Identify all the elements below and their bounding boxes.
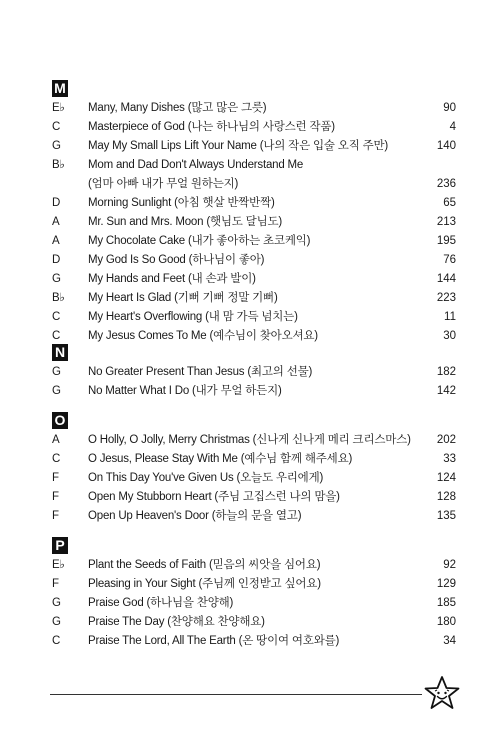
index-row[interactable] [52, 382, 456, 401]
index-row[interactable] [52, 488, 456, 507]
song-title: O Jesus, Please Stay With Me (예수님 함께 해주세요) [88, 453, 353, 465]
index-row[interactable] [52, 556, 456, 575]
page-number: 33 [443, 453, 456, 465]
page-number: 30 [443, 330, 456, 342]
section-letter: N [52, 344, 68, 361]
song-title: My Hands and Feet (내 손과 발이) [88, 273, 256, 285]
index-row[interactable] [52, 232, 456, 251]
key-signature: C [52, 311, 61, 323]
section-rows [52, 363, 456, 401]
page-number: 236 [436, 178, 456, 190]
key-signature: D [52, 254, 61, 266]
star-face-icon [422, 674, 462, 714]
page-number: 76 [443, 254, 456, 266]
section-p [52, 537, 456, 651]
page-number: 92 [443, 559, 456, 571]
song-title: No Matter What I Do (내가 무얼 하든지) [88, 385, 282, 397]
index-row[interactable] [52, 251, 456, 270]
key-signature: G [52, 616, 61, 628]
key-signature: G [52, 385, 61, 397]
song-title: Praise The Lord, All The Earth (온 땅이여 여호와를) [88, 635, 340, 647]
section-letter: O [52, 412, 68, 429]
index-row[interactable] [52, 613, 456, 632]
key-signature: G [52, 140, 61, 152]
key-signature: B♭ [52, 159, 65, 171]
page-number: 90 [443, 102, 456, 114]
page-number: 202 [436, 434, 456, 446]
song-title: O Holly, O Jolly, Merry Christmas (신나게 신나게 메리 크리스마스) [88, 434, 411, 446]
key-signature: F [52, 472, 59, 484]
song-title: Masterpiece of God (나는 하나님의 사랑스런 작품) [88, 121, 335, 133]
section-rows [52, 431, 456, 526]
section-letter: P [52, 537, 68, 554]
index-row[interactable] [52, 431, 456, 450]
page-number: 11 [444, 311, 456, 323]
page-number: 128 [436, 491, 456, 503]
index-row[interactable] [52, 118, 456, 137]
song-title: My Heart's Overflowing (내 맘 가득 넘치는) [88, 311, 298, 323]
page-number: 142 [436, 385, 456, 397]
page-number: 65 [443, 197, 456, 209]
song-title: My God Is So Good (하나님이 좋아) [88, 254, 265, 266]
key-signature: F [52, 510, 59, 522]
song-title: My Jesus Comes To Me (예수님이 찾아오셔요) [88, 330, 318, 342]
key-signature: F [52, 578, 59, 590]
footer-divider [50, 694, 422, 695]
section-letter: M [52, 80, 68, 97]
index-row[interactable] [52, 213, 456, 232]
index-row[interactable] [52, 450, 456, 469]
key-signature: C [52, 121, 61, 133]
page-number: 34 [443, 635, 456, 647]
key-signature: F [52, 491, 59, 503]
song-title: Plant the Seeds of Faith (믿음의 씨앗을 심어요) [88, 559, 321, 571]
section-o [52, 412, 456, 526]
key-signature: D [52, 197, 61, 209]
index-row[interactable] [52, 99, 456, 118]
page-number: 140 [436, 140, 456, 152]
index-row[interactable] [52, 156, 456, 175]
song-title: Open My Stubborn Heart (주님 고집스런 나의 맘을) [88, 491, 340, 503]
song-title: (엄마 아빠 내가 무얼 원하는지) [88, 178, 239, 190]
index-row[interactable] [52, 270, 456, 289]
key-signature: C [52, 330, 61, 342]
index-row[interactable] [52, 308, 456, 327]
key-signature: C [52, 453, 61, 465]
key-signature: A [52, 216, 60, 228]
song-title: Pleasing in Your Sight (주님께 인정받고 싶어요) [88, 578, 321, 590]
page-number: 185 [436, 597, 456, 609]
index-row[interactable] [52, 175, 456, 194]
key-signature: G [52, 366, 61, 378]
index-row[interactable] [52, 632, 456, 651]
song-title: Mom and Dad Don't Always Understand Me [88, 159, 304, 171]
key-signature: A [52, 434, 60, 446]
song-title: Mr. Sun and Mrs. Moon (햇님도 달님도) [88, 216, 283, 228]
song-title: Many, Many Dishes (많고 많은 그릇) [88, 102, 267, 114]
key-signature: C [52, 635, 61, 647]
key-signature: B♭ [52, 292, 65, 304]
page-number: 144 [436, 273, 456, 285]
index-row[interactable] [52, 363, 456, 382]
key-signature: A [52, 235, 60, 247]
page-number: 129 [436, 578, 456, 590]
page-number: 223 [436, 292, 456, 304]
page-number: 124 [436, 472, 456, 484]
key-signature: E♭ [52, 559, 65, 571]
song-title: Morning Sunlight (아침 햇살 반짝반짝) [88, 197, 275, 209]
song-title: Praise God (하나님을 찬양해) [88, 597, 234, 609]
key-signature: G [52, 273, 61, 285]
song-title: On This Day You've Given Us (오늘도 우리에게) [88, 472, 324, 484]
index-row[interactable] [52, 507, 456, 526]
song-title: My Heart Is Glad (기뻐 기뻐 정말 기뻐) [88, 292, 278, 304]
index-row[interactable] [52, 137, 456, 156]
song-title: My Chocolate Cake (내가 좋아하는 초코케익) [88, 235, 311, 247]
section-n [52, 344, 456, 401]
index-row[interactable] [52, 469, 456, 488]
key-signature: E♭ [52, 102, 65, 114]
song-title: Open Up Heaven's Door (하늘의 문을 열고) [88, 510, 302, 522]
section-rows [52, 556, 456, 651]
index-row[interactable] [52, 194, 456, 213]
page-number: 213 [436, 216, 456, 228]
index-row[interactable] [52, 575, 456, 594]
index-row[interactable] [52, 594, 456, 613]
index-row[interactable] [52, 289, 456, 308]
section-rows [52, 99, 456, 346]
page-number: 135 [436, 510, 456, 522]
song-title: May My Small Lips Lift Your Name (나의 작은 입술 오직 주만) [88, 140, 389, 152]
page-number: 180 [436, 616, 456, 628]
key-signature: G [52, 597, 61, 609]
page-number: 182 [436, 366, 456, 378]
song-title: Praise The Day (찬양해요 찬양해요) [88, 616, 265, 628]
page-number: 195 [436, 235, 456, 247]
section-m [52, 80, 456, 346]
page-number: 4 [449, 121, 456, 133]
song-title: No Greater Present Than Jesus (최고의 선물) [88, 366, 313, 378]
